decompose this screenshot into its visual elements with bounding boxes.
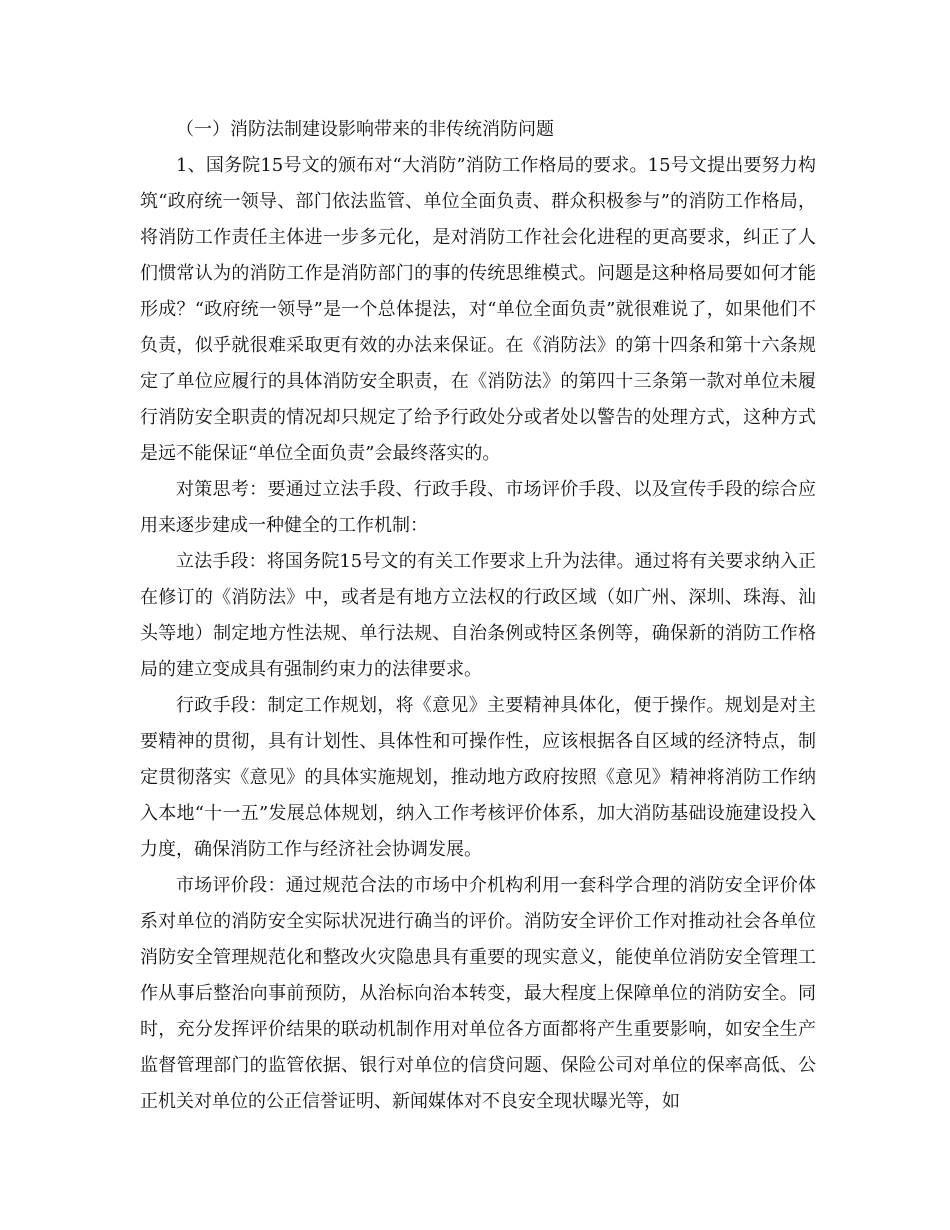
paragraph-market-evaluation: 市场评价段：通过规范合法的市场中介机构利用一套科学合理的消防安全评价体系对单位的消防安全实际状况进行确当的评价。消防安全评价工作对推动社会各单位消防安全管理规范化和整改火灾隐患具有重要的现实意义，能使单位消防安全管理工作从事后整治向事前预防，从治标向治本转变，最大程度上保障单位的消防安全。同时，充分发挥评价结果的联动机制作用对单位各方面都将产生重要影响，如安全生产监督管理部门的监管依据、银行对单位的信贷问题、保险公司对单位的保率高低、公正机关对单位的公正信誉证明、新闻媒体对不良安全现状曝光等，如 [140, 875, 816, 1112]
paragraph-countermeasures: 对策思考：要通过立法手段、行政手段、市场评价手段、以及宣传手段的综合应用来逐步建成一种健全的工作机制： [140, 479, 816, 536]
document-page [140, 112, 816, 1120]
section-heading: （一）消防法制建设影响带来的非传统消防问题 [176, 119, 554, 140]
paragraph-legislative-means: 立法手段：将国务院15号文的有关工作要求上升为法律。通过将有关要求纳入正在修订的《消防法》中，或者是有地方立法权的行政区域（如广州、深圳、珠海、汕头等地）制定地方性法规、单行法规、自治条例或特区条例等，确保新的消防工作格局的建立变成具有强制约束力的法律要求。 [140, 551, 816, 680]
paragraph-administrative-means: 行政手段：制定工作规划，将《意见》主要精神具体化，便于操作。规划是对主要精神的贯彻，具有计划性、具体性和可操作性，应该根据各自区域的经济特点，制定贯彻落实《意见》的具体实施规划，推动地方政府按照《意见》精神将消防工作纳入本地“十一五”发展总体规划，纳入工作考核评价体系，加大消防基础设施建设投入力度，确保消防工作与经济社会协调发展。 [140, 695, 816, 860]
paragraph-state-council-doc15: 1、国务院15号文的颁布对“大消防”消防工作格局的要求。15号文提出要努力构筑“政府统一领导、部门依法监管、单位全面负责、群众积极参与”的消防工作格局，将消防工作责任主体进一步多元化，是对消防工作社会化进程的更高要求，纠正了人们惯常认为的消防工作是消防部门的事的传统思维模式。问题是这种格局要如何才能形成？“政府统一领导”是一个总体提法，对“单位全面负责”就很难说了，如果他们不负责，似乎就很难采取更有效的办法来保证。在《消防法》的第十四条和第十六条规定了单位应履行的具体消防安全职责，在《消防法》的第四十三条第一款对单位未履行消防安全职责的情况却只规定了给予行政处分或者处以警告的处理方式，这种方式是远不能保证“单位全面负责”会最终落实的。 [140, 155, 816, 464]
